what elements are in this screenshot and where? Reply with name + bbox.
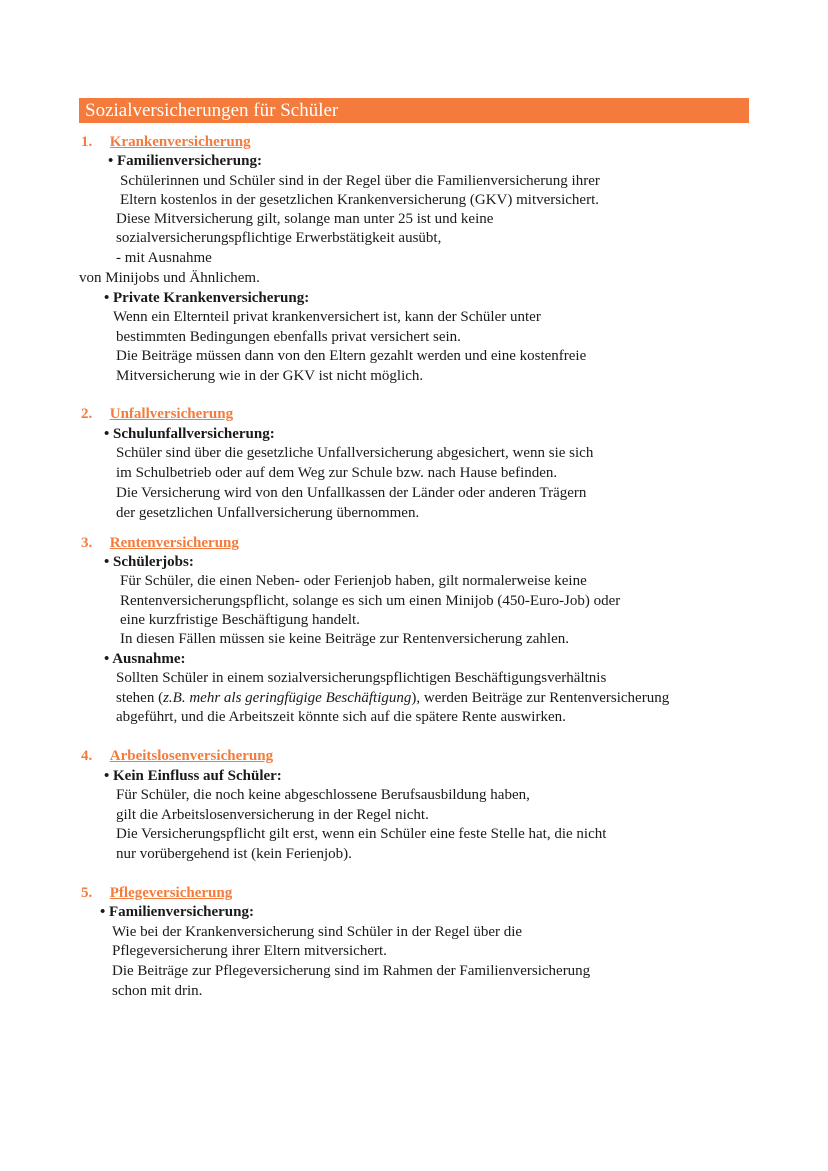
bullet-heading: • Familienversicherung: [100,904,254,920]
bullet-label: Familienversicherung: [109,904,254,920]
body-text-segment: stehen ( [116,690,164,706]
section-number: 1. [81,134,93,150]
body-text: Sollten Schüler in einem sozialversicherungspflichtigen Beschäftigungsverhältnis [116,670,607,686]
section-heading [81,747,273,766]
body-text: nur vorübergehend ist (kein Ferienjob). [116,846,352,862]
section-number: 2. [81,406,93,422]
body-text: im Schulbetrieb oder auf dem Weg zur Schule bzw. nach Hause befinden. [116,465,558,481]
body-text: Die Beiträge zur Pflegeversicherung sind im Rahmen der Familienversicherung [112,963,591,979]
section-title: Unfallversicherung [109,406,234,422]
section-title: Pflegeversicherung [109,885,233,901]
section-heading [81,133,251,152]
body-text: - mit Ausnahme [116,250,212,266]
section-number: 4. [81,748,93,764]
bullet-heading: • Schülerjobs: [104,554,194,570]
body-text: sozialversicherungspflichtige Erwerbstätigkeit ausübt, [116,230,442,246]
body-text: von Minijobs und Ähnlichem. [79,270,260,286]
bullet-label: Schulunfallversicherung: [113,426,275,442]
body-text: Die Versicherungspflicht gilt erst, wenn ein Schüler eine feste Stelle hat, die nicht [116,826,607,842]
body-text: gilt die Arbeitslosenversicherung in der Regel nicht. [116,807,429,823]
body-text: abgeführt, und die Arbeitszeit könnte sich auf die spätere Rente auswirken. [116,709,566,725]
body-text: Die Versicherung wird von den Unfallkassen der Länder oder anderen Trägern [116,485,587,501]
body-text: Rentenversicherungspflicht, solange es sich um einen Minijob (450-Euro-Job) oder [120,593,621,609]
section-title: Krankenversicherung [109,134,251,150]
page-title: Sozialversicherungen für Schüler [79,98,749,123]
body-text: eine kurzfristige Beschäftigung handelt. [120,612,360,628]
body-text: Schüler sind über die gesetzliche Unfallversicherung abgesichert, wenn sie sich [116,445,594,461]
bullet-heading: • Schulunfallversicherung: [104,426,275,442]
bullet-heading: • Kein Einfluss auf Schüler: [104,768,282,784]
bullet-label: Kein Einfluss auf Schüler: [113,768,282,784]
section-number: 5. [81,885,93,901]
section-heading [81,405,233,424]
section-title: Rentenversicherung [109,535,239,551]
bullet-label: Familienversicherung: [117,153,262,169]
body-text: schon mit drin. [112,983,203,999]
body-text: Die Beiträge müssen dann von den Eltern gezahlt werden und eine kostenfreie [116,348,587,364]
body-text: Mitversicherung wie in der GKV ist nicht möglich. [116,368,424,384]
body-text: Pflegeversicherung ihrer Eltern mitversichert. [112,943,387,959]
section-heading [81,884,232,903]
italic-example: z.B. mehr als geringfügige Beschäftigung [163,690,412,706]
body-text [116,689,669,708]
body-text: In diesen Fällen müssen sie keine Beiträge zur Rentenversicherung zahlen. [120,631,570,647]
bullet-label: Ausnahme: [112,651,186,667]
body-text: Wie bei der Krankenversicherung sind Schüler in der Regel über die [112,924,523,940]
bullet-heading: • Ausnahme: [104,651,186,667]
bullet-label: Schülerjobs: [113,554,194,570]
body-text: Wenn ein Elternteil privat krankenversichert ist, kann der Schüler unter [113,309,541,325]
bullet-heading: • Private Krankenversicherung: [104,290,310,306]
section-title: Arbeitslosenversicherung [109,748,274,764]
body-text: Für Schüler, die noch keine abgeschlossene Berufsausbildung haben, [116,787,530,803]
bullet-heading: • Familienversicherung: [108,153,262,169]
section-heading [81,534,239,553]
bullet-label: Private Krankenversicherung: [113,290,310,306]
body-text-segment: ), werden Beiträge zur Rentenversicherung [411,690,670,706]
body-text: bestimmten Bedingungen ebenfalls privat versichert sein. [116,329,461,345]
section-number: 3. [81,535,93,551]
body-text: Für Schüler, die einen Neben- oder Ferienjob haben, gilt normalerweise keine [120,573,587,589]
body-text: Eltern kostenlos in der gesetzlichen Krankenversicherung (GKV) mitversichert. [120,192,600,208]
body-text: der gesetzlichen Unfallversicherung übernommen. [116,505,420,521]
body-text: Schülerinnen und Schüler sind in der Regel über die Familienversicherung ihrer [120,173,600,189]
body-text: Diese Mitversicherung gilt, solange man unter 25 ist und keine [116,211,494,227]
